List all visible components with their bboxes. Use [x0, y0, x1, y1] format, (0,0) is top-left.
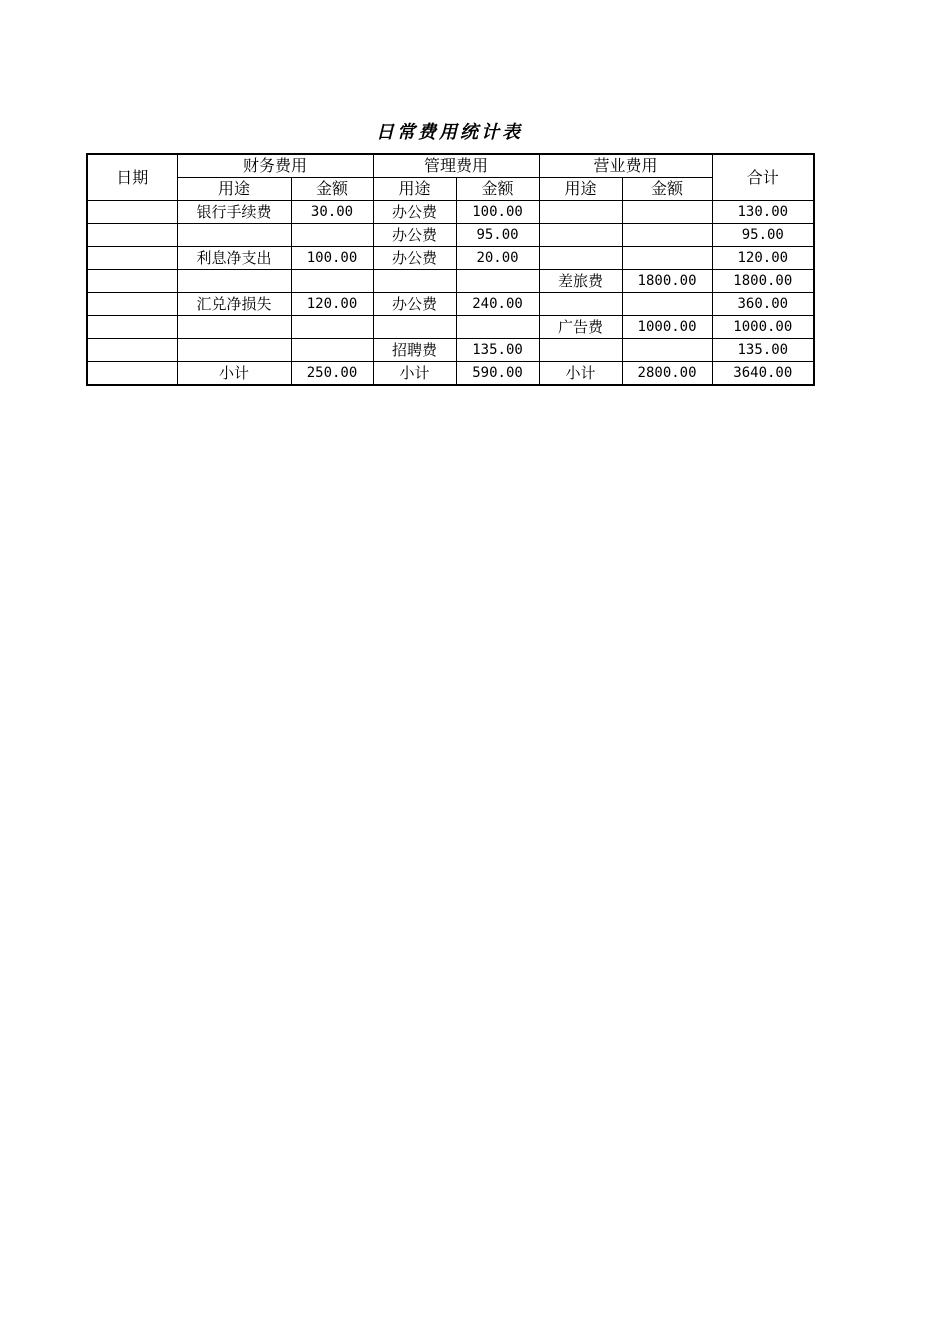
header-finance: 财务费用	[177, 154, 373, 178]
sales-amount-cell	[622, 224, 712, 247]
finance-amount-cell	[291, 339, 373, 362]
management-purpose-cell	[373, 270, 456, 293]
management-subtotal-label: 小计	[373, 362, 456, 386]
management-purpose-cell: 办公费	[373, 247, 456, 270]
date-cell	[87, 247, 177, 270]
finance-purpose-cell	[177, 316, 291, 339]
finance-amount-cell	[291, 270, 373, 293]
table-row	[87, 293, 814, 316]
management-purpose-cell: 办公费	[373, 201, 456, 224]
total-cell: 95.00	[712, 224, 814, 247]
table-row	[87, 224, 814, 247]
date-cell	[87, 224, 177, 247]
header-row-2	[87, 178, 814, 201]
total-cell: 1800.00	[712, 270, 814, 293]
date-cell	[87, 362, 177, 386]
finance-purpose-cell	[177, 339, 291, 362]
finance-amount-cell: 30.00	[291, 201, 373, 224]
header-finance-amount: 金额	[291, 178, 373, 201]
table-row	[87, 316, 814, 339]
sales-amount-cell	[622, 201, 712, 224]
sales-amount-cell: 1800.00	[622, 270, 712, 293]
finance-purpose-cell: 利息净支出	[177, 247, 291, 270]
finance-amount-cell: 100.00	[291, 247, 373, 270]
total-cell: 120.00	[712, 247, 814, 270]
finance-purpose-cell: 汇兑净损失	[177, 293, 291, 316]
sales-subtotal-amount: 2800.00	[622, 362, 712, 386]
finance-amount-cell	[291, 224, 373, 247]
total-cell: 130.00	[712, 201, 814, 224]
management-amount-cell: 100.00	[456, 201, 539, 224]
total-cell: 360.00	[712, 293, 814, 316]
header-date: 日期	[87, 154, 177, 201]
sales-subtotal-label: 小计	[539, 362, 622, 386]
table-row	[87, 201, 814, 224]
grand-total-amount: 3640.00	[712, 362, 814, 386]
date-cell	[87, 339, 177, 362]
sales-purpose-cell: 广告费	[539, 316, 622, 339]
total-cell: 135.00	[712, 339, 814, 362]
management-amount-cell: 240.00	[456, 293, 539, 316]
table-row	[87, 339, 814, 362]
management-purpose-cell: 招聘费	[373, 339, 456, 362]
header-finance-purpose: 用途	[177, 178, 291, 201]
header-management-purpose: 用途	[373, 178, 456, 201]
date-cell	[87, 293, 177, 316]
finance-subtotal-label: 小计	[177, 362, 291, 386]
date-cell	[87, 316, 177, 339]
finance-purpose-cell: 银行手续费	[177, 201, 291, 224]
management-amount-cell: 95.00	[456, 224, 539, 247]
sales-purpose-cell	[539, 247, 622, 270]
table-row	[87, 247, 814, 270]
management-amount-cell	[456, 270, 539, 293]
sales-amount-cell	[622, 247, 712, 270]
sales-amount-cell	[622, 339, 712, 362]
table-row	[87, 270, 814, 293]
header-management: 管理费用	[373, 154, 539, 178]
header-sales: 营业费用	[539, 154, 712, 178]
management-subtotal-amount: 590.00	[456, 362, 539, 386]
finance-purpose-cell	[177, 270, 291, 293]
subtotal-row	[87, 362, 814, 386]
management-purpose-cell: 办公费	[373, 293, 456, 316]
finance-subtotal-amount: 250.00	[291, 362, 373, 386]
header-total: 合计	[712, 154, 814, 201]
header-management-amount: 金额	[456, 178, 539, 201]
sales-amount-cell	[622, 293, 712, 316]
date-cell	[87, 270, 177, 293]
sales-amount-cell: 1000.00	[622, 316, 712, 339]
management-purpose-cell	[373, 316, 456, 339]
sales-purpose-cell	[539, 201, 622, 224]
date-cell	[87, 201, 177, 224]
sales-purpose-cell	[539, 339, 622, 362]
page-title: 日常费用统计表	[376, 122, 523, 143]
sales-purpose-cell: 差旅费	[539, 270, 622, 293]
finance-amount-cell	[291, 316, 373, 339]
sales-purpose-cell	[539, 293, 622, 316]
finance-purpose-cell	[177, 224, 291, 247]
management-amount-cell	[456, 316, 539, 339]
header-row-1	[87, 154, 814, 178]
management-amount-cell: 135.00	[456, 339, 539, 362]
header-sales-amount: 金额	[622, 178, 712, 201]
management-purpose-cell: 办公费	[373, 224, 456, 247]
management-amount-cell: 20.00	[456, 247, 539, 270]
sales-purpose-cell	[539, 224, 622, 247]
total-cell: 1000.00	[712, 316, 814, 339]
expense-table	[86, 153, 815, 386]
finance-amount-cell: 120.00	[291, 293, 373, 316]
header-sales-purpose: 用途	[539, 178, 622, 201]
